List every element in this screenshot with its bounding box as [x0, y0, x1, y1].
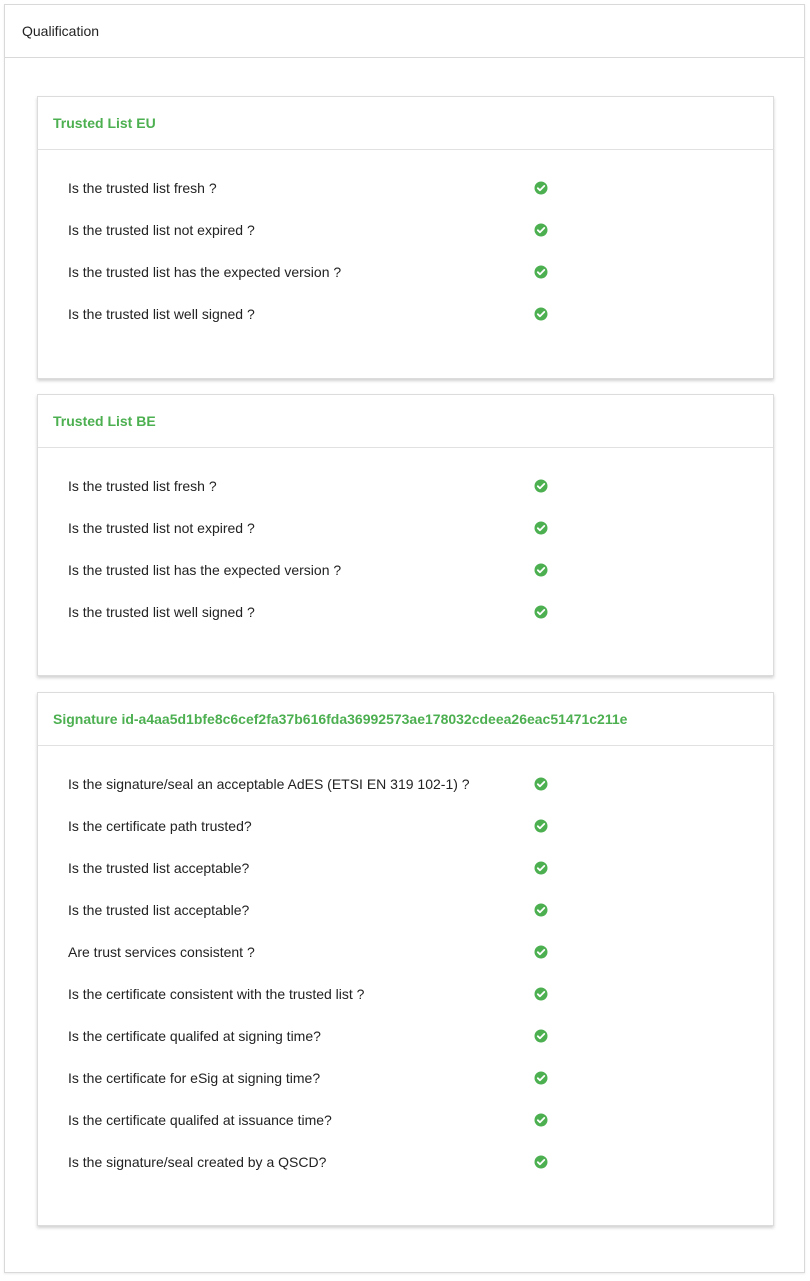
check-label: Is the certificate qualifed at signing time?: [68, 1028, 321, 1044]
check-circle-icon: [534, 605, 548, 619]
card-trusted-list-eu: [37, 96, 774, 379]
list-item: [38, 973, 773, 1015]
check-label: Is the certificate consistent with the trusted list ?: [68, 986, 365, 1002]
card-signature: [37, 692, 774, 1226]
list-item: [38, 805, 773, 847]
card-trusted-list-be: [37, 394, 774, 676]
check-circle-icon: [534, 1029, 548, 1043]
check-label: Is the signature/seal created by a QSCD?: [68, 1154, 327, 1170]
check-label: Is the trusted list fresh ?: [68, 180, 217, 196]
list-item: [38, 251, 773, 293]
check-circle-icon: [534, 479, 548, 493]
list-item: [38, 1057, 773, 1099]
check-label: Are trust services consistent ?: [68, 944, 255, 960]
card-title: Signature id-a4aa5d1bfe8c6cef2fa37b616fda36992573ae178032cdeea26eac51471c211e: [38, 693, 773, 746]
qualification-panel: [4, 4, 805, 1273]
check-circle-icon: [534, 777, 548, 791]
check-label: Is the trusted list not expired ?: [68, 520, 255, 536]
check-circle-icon: [534, 223, 548, 237]
check-label: Is the signature/seal an acceptable AdES (ETSI EN 319 102-1) ?: [68, 776, 470, 792]
list-item: [38, 507, 773, 549]
check-circle-icon: [534, 1113, 548, 1127]
check-circle-icon: [534, 861, 548, 875]
list-item: [38, 209, 773, 251]
check-circle-icon: [534, 563, 548, 577]
check-circle-icon: [534, 307, 548, 321]
list-item: [38, 931, 773, 973]
list-item: [38, 549, 773, 591]
check-label: Is the trusted list has the expected version ?: [68, 562, 342, 578]
list-item: [38, 465, 773, 507]
check-circle-icon: [534, 521, 548, 535]
list-item: [38, 1015, 773, 1057]
check-label: Is the trusted list not expired ?: [68, 222, 255, 238]
list-item: [38, 763, 773, 805]
list-item: [38, 1099, 773, 1141]
panel-title: Qualification: [5, 5, 804, 58]
check-circle-icon: [534, 903, 548, 917]
check-label: Is the trusted list acceptable?: [68, 902, 250, 918]
check-circle-icon: [534, 819, 548, 833]
check-label: Is the certificate for eSig at signing time?: [68, 1070, 321, 1086]
check-label: Is the trusted list well signed ?: [68, 604, 255, 620]
check-label: Is the certificate path trusted?: [68, 818, 252, 834]
card-title: Trusted List EU: [38, 97, 773, 150]
check-label: Is the trusted list has the expected version ?: [68, 264, 342, 280]
list-item: [38, 1141, 773, 1183]
check-circle-icon: [534, 945, 548, 959]
list-item: [38, 847, 773, 889]
check-label: Is the trusted list well signed ?: [68, 306, 255, 322]
check-circle-icon: [534, 987, 548, 1001]
list-item: [38, 167, 773, 209]
check-circle-icon: [534, 265, 548, 279]
check-circle-icon: [534, 1155, 548, 1169]
check-circle-icon: [534, 1071, 548, 1085]
check-label: Is the trusted list fresh ?: [68, 478, 217, 494]
list-item: [38, 889, 773, 931]
check-label: Is the certificate qualifed at issuance time?: [68, 1112, 332, 1128]
card-title: Trusted List BE: [38, 395, 773, 448]
list-item: [38, 293, 773, 335]
list-item: [38, 591, 773, 633]
check-circle-icon: [534, 181, 548, 195]
check-label: Is the trusted list acceptable?: [68, 860, 250, 876]
